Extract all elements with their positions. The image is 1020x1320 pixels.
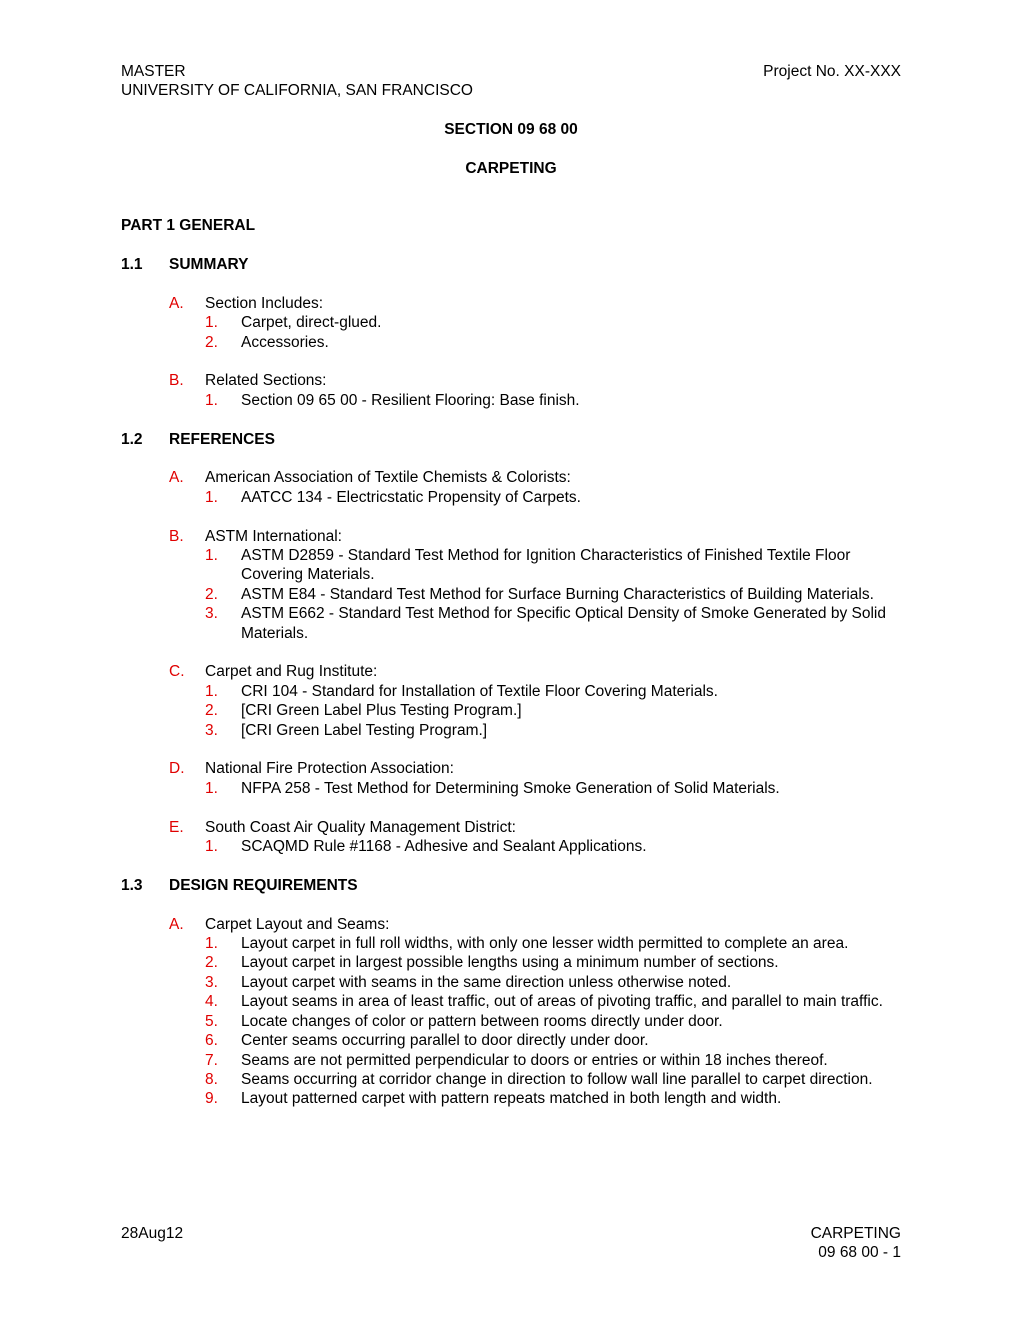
subparagraph — [205, 313, 901, 332]
subparagraph-text: [CRI Green Label Testing Program.] — [241, 721, 488, 739]
paragraph — [169, 527, 901, 546]
subparagraph — [205, 585, 901, 604]
paragraph — [169, 662, 901, 681]
subparagraph-text: Accessories. — [241, 333, 329, 351]
paragraph — [169, 915, 901, 934]
subparagraph-label: 1. — [205, 779, 218, 797]
paragraph-label: E. — [169, 818, 184, 836]
subparagraph-label: 1. — [205, 488, 218, 506]
subparagraph-label: 6. — [205, 1032, 218, 1050]
subparagraph-text: ASTM E84 - Standard Test Method for Surface Burning Characteristics of Building Materials. — [241, 585, 874, 603]
subparagraph — [205, 488, 901, 507]
subparagraph — [205, 992, 901, 1011]
article-number: 1.2 — [121, 430, 143, 448]
article-title: SUMMARY — [169, 256, 249, 273]
paragraph — [169, 759, 901, 778]
subparagraph-text: Seams occurring at corridor change in direction to follow wall line parallel to carpet direction. — [241, 1070, 873, 1088]
paragraph-label: C. — [169, 663, 185, 681]
article-title: DESIGN REQUIREMENTS — [169, 876, 358, 894]
header-university: UNIVERSITY OF CALIFORNIA, SAN FRANCISCO — [121, 82, 473, 100]
footer-section-name: CARPETING — [810, 1225, 901, 1242]
subparagraph-label: 1. — [205, 391, 218, 409]
subparagraph-label: 1. — [205, 838, 218, 856]
header-project-number: Project No. XX-XXX — [763, 63, 901, 80]
footer-right — [811, 1224, 901, 1263]
paragraph-label: A. — [169, 469, 184, 487]
subparagraph-label: 7. — [205, 1051, 218, 1069]
document-body — [121, 120, 901, 1109]
subparagraph — [205, 1089, 901, 1108]
paragraph-text: South Coast Air Quality Management District: — [205, 818, 516, 836]
subparagraph-text: Layout seams in area of least traffic, out of areas of pivoting traffic, and parallel to main traffic. — [241, 993, 883, 1011]
article-heading — [121, 430, 901, 449]
subparagraph-label: 2. — [205, 585, 218, 603]
paragraph — [169, 818, 901, 837]
paragraph-label: B. — [169, 527, 184, 545]
subparagraph-text: Seams are not permitted perpendicular to doors or entries or within 18 inches thereof. — [241, 1051, 828, 1069]
article-number: 1.1 — [121, 256, 143, 273]
subparagraph — [205, 546, 901, 585]
footer-date: 28Aug12 — [121, 1225, 184, 1242]
subparagraph-label: 8. — [205, 1070, 218, 1088]
article-heading — [121, 255, 901, 274]
subparagraph — [205, 682, 901, 701]
subparagraph-label: 1. — [205, 935, 218, 953]
paragraph — [169, 468, 901, 487]
subparagraph-text: Locate changes of color or pattern between rooms directly under door. — [241, 1012, 723, 1030]
footer-left — [121, 1224, 183, 1243]
paragraph — [169, 371, 901, 390]
paragraph-label: A. — [169, 915, 184, 933]
paragraph-text: National Fire Protection Association: — [205, 760, 454, 778]
paragraph-label: A. — [169, 294, 184, 312]
section-number: SECTION 09 68 00 — [444, 121, 578, 138]
subparagraph-text: Layout patterned carpet with pattern repeats matched in both length and width. — [241, 1090, 782, 1108]
subparagraph-text: Carpet, direct-glued. — [241, 314, 382, 332]
paragraph-text: Section Includes: — [205, 294, 324, 312]
article-heading — [121, 876, 901, 895]
subparagraph-label: 3. — [205, 605, 218, 623]
subparagraph — [205, 1070, 901, 1089]
paragraph-text: Carpet Layout and Seams: — [205, 915, 390, 933]
subparagraph-label: 2. — [205, 954, 218, 972]
subparagraph-label: 2. — [205, 702, 218, 720]
article-number: 1.3 — [121, 876, 143, 894]
subparagraph-label: 3. — [205, 973, 218, 991]
article-title: REFERENCES — [169, 430, 275, 448]
subparagraph — [205, 721, 901, 740]
subparagraph — [205, 953, 901, 972]
subparagraph-label: 1. — [205, 314, 218, 332]
header-master: MASTER — [121, 63, 186, 80]
paragraph-text: Carpet and Rug Institute: — [205, 663, 378, 681]
paragraph — [169, 294, 901, 313]
subparagraph — [205, 934, 901, 953]
paragraph-label: B. — [169, 372, 184, 390]
subparagraph-text: SCAQMD Rule #1168 - Adhesive and Sealant Applications. — [241, 838, 647, 856]
part-heading: PART 1 GENERAL — [121, 217, 256, 235]
subparagraph-text: Center seams occurring parallel to door directly under door. — [241, 1032, 649, 1050]
subparagraph — [205, 1051, 901, 1070]
subparagraph-text: Layout carpet in full roll widths, with only one lesser width permitted to complete an area. — [241, 935, 849, 953]
subparagraph-text: Section 09 65 00 - Resilient Flooring: Base finish. — [241, 391, 580, 409]
subparagraph — [205, 779, 901, 798]
subparagraph — [205, 973, 901, 992]
subparagraph-label: 2. — [205, 333, 218, 351]
subparagraph-text: NFPA 258 - Test Method for Determining Smoke Generation of Solid Materials. — [241, 779, 780, 797]
subparagraph — [205, 837, 901, 856]
paragraph-text: American Association of Textile Chemists & Colorists: — [205, 469, 571, 487]
subparagraph — [205, 1012, 901, 1031]
section-title: CARPETING — [465, 159, 557, 177]
subparagraph-label: 3. — [205, 721, 218, 739]
paragraph-text: ASTM International: — [205, 527, 342, 545]
subparagraph — [205, 333, 901, 352]
subparagraph-text: AATCC 134 - Electricstatic Propensity of Carpets. — [241, 488, 581, 506]
subparagraph — [205, 391, 901, 410]
subparagraph-text: ASTM D2859 - Standard Test Method for Ignition Characteristics of Finished Textile Floor Covering Materials. — [241, 547, 851, 584]
paragraph-text: Related Sections: — [205, 372, 327, 390]
header-left — [121, 62, 473, 101]
subparagraph-label: 9. — [205, 1090, 218, 1108]
subparagraph — [205, 1031, 901, 1050]
subparagraph-label: 5. — [205, 1012, 218, 1030]
subparagraph-label: 1. — [205, 547, 218, 565]
subparagraph — [205, 604, 901, 643]
header-right — [763, 62, 901, 81]
subparagraph-text: Layout carpet in largest possible lengths using a minimum number of sections. — [241, 954, 779, 972]
subparagraph — [205, 701, 901, 720]
subparagraph-label: 4. — [205, 993, 218, 1011]
footer-page-number: 09 68 00 - 1 — [818, 1244, 901, 1262]
subparagraph-text: [CRI Green Label Plus Testing Program.] — [241, 702, 522, 720]
subparagraph-label: 1. — [205, 682, 218, 700]
subparagraph-text: Layout carpet with seams in the same direction unless otherwise noted. — [241, 973, 732, 991]
subparagraph-text: ASTM E662 - Standard Test Method for Specific Optical Density of Smoke Generated by Solid Materials. — [241, 605, 886, 642]
subparagraph-text: CRI 104 - Standard for Installation of Textile Floor Covering Materials. — [241, 682, 718, 700]
paragraph-label: D. — [169, 760, 185, 778]
